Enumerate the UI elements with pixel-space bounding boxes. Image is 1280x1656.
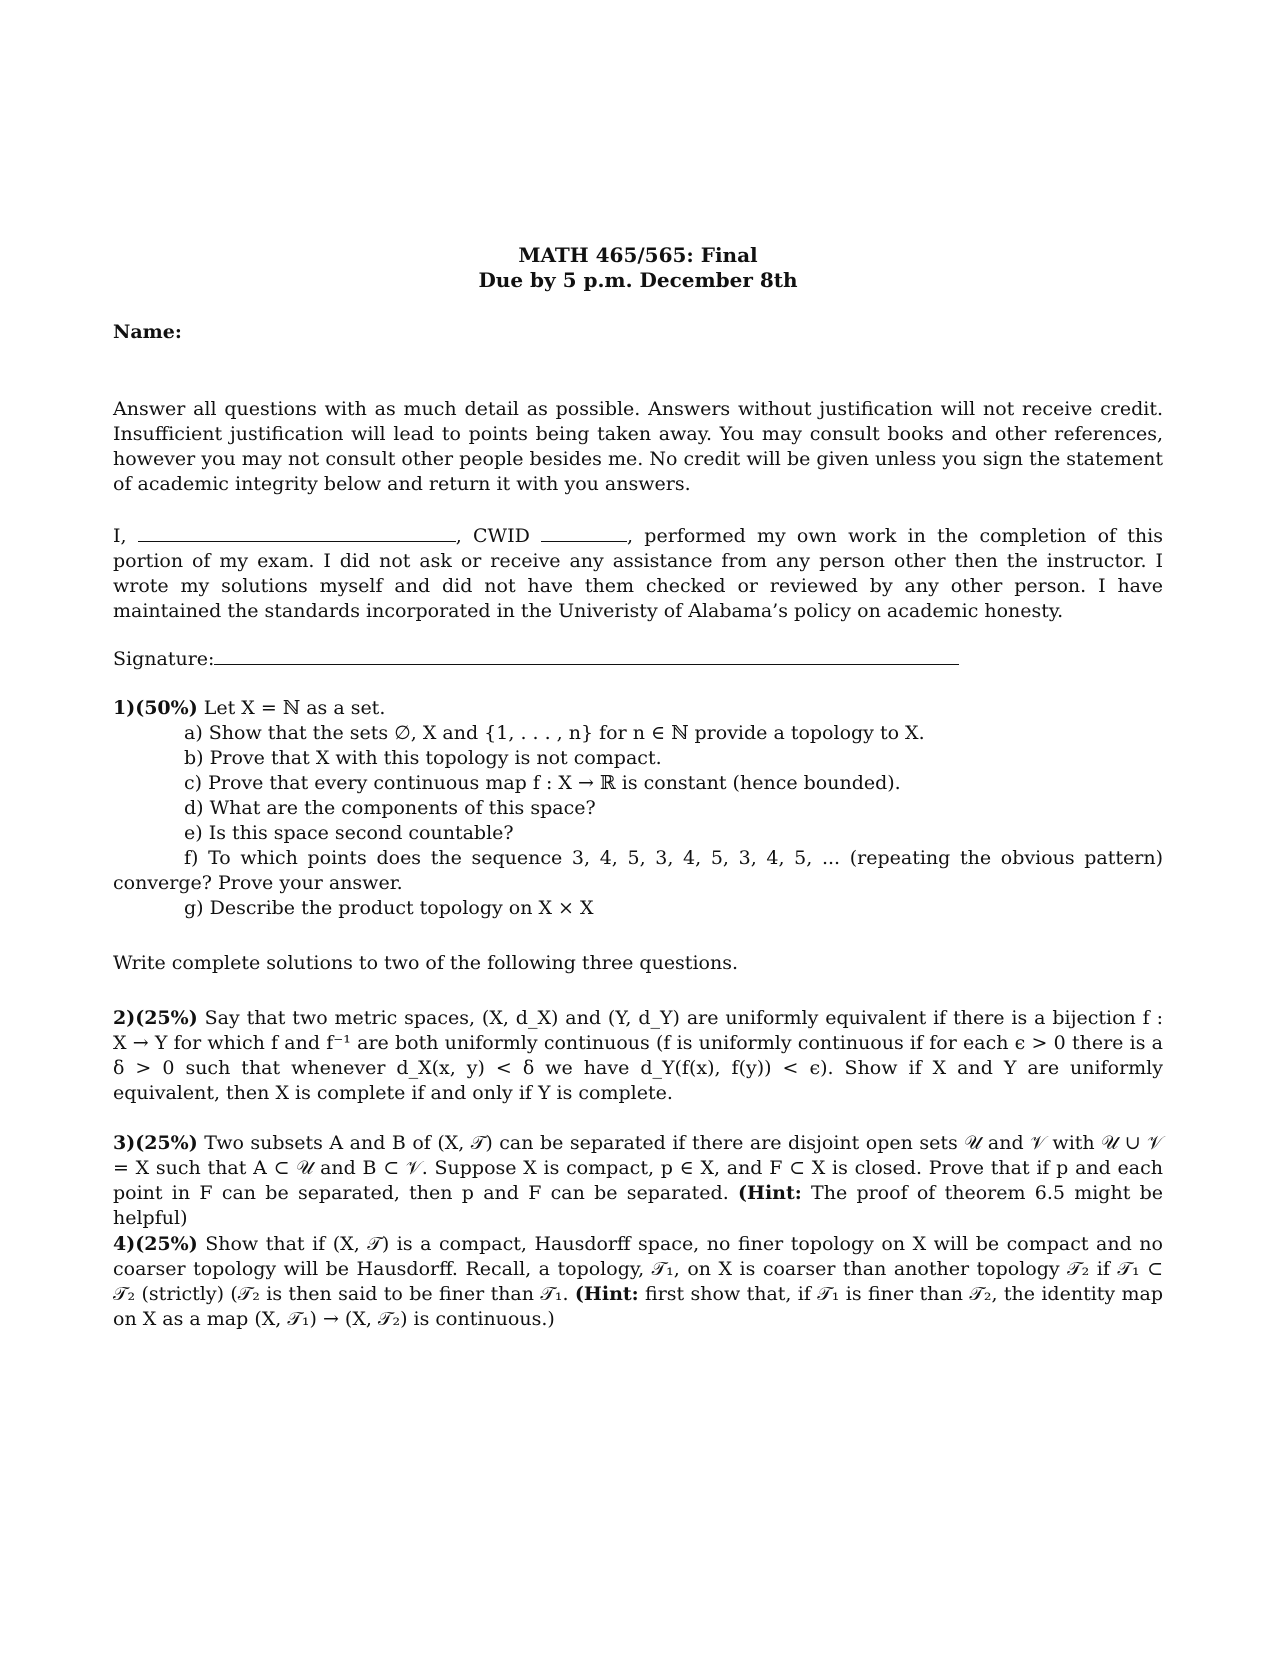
name-blank[interactable]: [138, 523, 456, 542]
question-1-intro: [113, 696, 1163, 721]
choose-instruction: Write complete solutions to two of the following three questions.: [113, 952, 738, 974]
question-2: [113, 1006, 1163, 1106]
cwid-blank[interactable]: [541, 523, 627, 542]
signature-row: [113, 646, 959, 672]
question-4-label: 4)(25%): [113, 1233, 198, 1255]
exam-title: [113, 243, 1163, 293]
integrity-prefix: I,: [113, 525, 127, 547]
question-3-hint-text: The proof of theorem 6.5 might be helpful): [113, 1182, 1164, 1229]
signature-label: Signature:: [113, 648, 215, 670]
question-1-part-d: d) What are the components of this space?: [184, 797, 596, 819]
question-1-text: Let X = ℕ as a set.: [203, 697, 386, 719]
question-3: [113, 1131, 1163, 1231]
question-1-label: 1)(50%): [113, 697, 198, 719]
question-3-hint-label: (Hint:: [738, 1182, 802, 1204]
question-4-hint-label: (Hint:: [574, 1283, 639, 1305]
question-4-text: Show that if (X, 𝒯) is a compact, Hausdorff space, no finer topology on X will be compact and no coarser topology will be Hausdorff. Recall, a topology, 𝒯₁, on X is coarser than another topology 𝒯₂ if 𝒯₁ ⊂ 𝒯₂ (strictly) (𝒯₂ is then said to be finer than 𝒯₁.: [113, 1233, 1163, 1305]
question-3-label: 3)(25%): [113, 1132, 198, 1154]
title-due-date: Due by 5 p.m. December 8th: [478, 268, 798, 292]
cwid-label: , CWID: [455, 525, 530, 547]
question-4-hint-text: first show that, if 𝒯₁ is finer than 𝒯₂, the identity map on X as a map (X, 𝒯₁) → (X, 𝒯₂) is continuous.): [113, 1283, 1164, 1330]
question-4: [113, 1232, 1163, 1332]
integrity-body: , performed my own work in the completion of this portion of my exam. I did not ask or receive any assistance from any person other then the instructor. I wrote my solutions myself and did not have them checked or reviewed by any other person. I have maintained the standards incorporated in the Univeristy of Alabama’s policy on academic honesty.: [113, 525, 1163, 622]
integrity-statement: [113, 523, 1163, 624]
question-1-part-e: e) Is this space second countable?: [184, 822, 514, 844]
instructions-paragraph: Answer all questions with as much detail as possible. Answers without justification will not receive credit. Insufficient justification will lead to points being taken away. You may consult books and other references, however you may not consult other people besides me. No credit will be given unless you sign the statement of academic integrity below and return it with you answers.: [113, 398, 1163, 495]
question-1-part-g: g) Describe the product topology on X × X: [184, 897, 594, 919]
name-label: Name:: [113, 321, 182, 343]
question-1-part-a: a) Show that the sets ∅, X and {1, . . . , n} for n ∈ ℕ provide a topology to X.: [184, 722, 925, 744]
title-course: MATH 465/565: Final: [518, 243, 758, 267]
question-3-text: Two subsets A and B of (X, 𝒯) can be separated if there are disjoint open sets 𝒰 and 𝒱 with 𝒰 ∪ 𝒱 = X such that A ⊂ 𝒰 and B ⊂ 𝒱. Suppose X is compact, p ∈ X, and F ⊂ X is closed. Prove that if p and each point in F can be separated, then p and F can be separated.: [113, 1132, 1163, 1204]
question-2-label: 2)(25%): [113, 1007, 198, 1029]
question-1-part-f: f) To which points does the sequence 3, 4, 5, 3, 4, 5, 3, 4, 5, ... (repeating the obvious pattern) converge? Prove your answer.: [113, 847, 1163, 894]
signature-line[interactable]: [214, 646, 959, 665]
question-1-part-b: b) Prove that X with this topology is not compact.: [184, 747, 662, 769]
question-2-text: Say that two metric spaces, (X, d_X) and (Y, d_Y) are uniformly equivalent if there is a bijection f : X → Y for which f and f⁻¹ are both uniformly continuous (f is uniformly continuous if for each ϵ > 0 there is a δ > 0 such that whenever d_X(x, y) < δ we have d_Y(f(x), f(y)) < ϵ). Show if X and Y are uniformly equivalent, then X is complete if and only if Y is complete.: [113, 1007, 1163, 1104]
question-1: [113, 696, 1163, 921]
question-1-part-c: c) Prove that every continuous map f : X → ℝ is constant (hence bounded).: [184, 772, 901, 794]
